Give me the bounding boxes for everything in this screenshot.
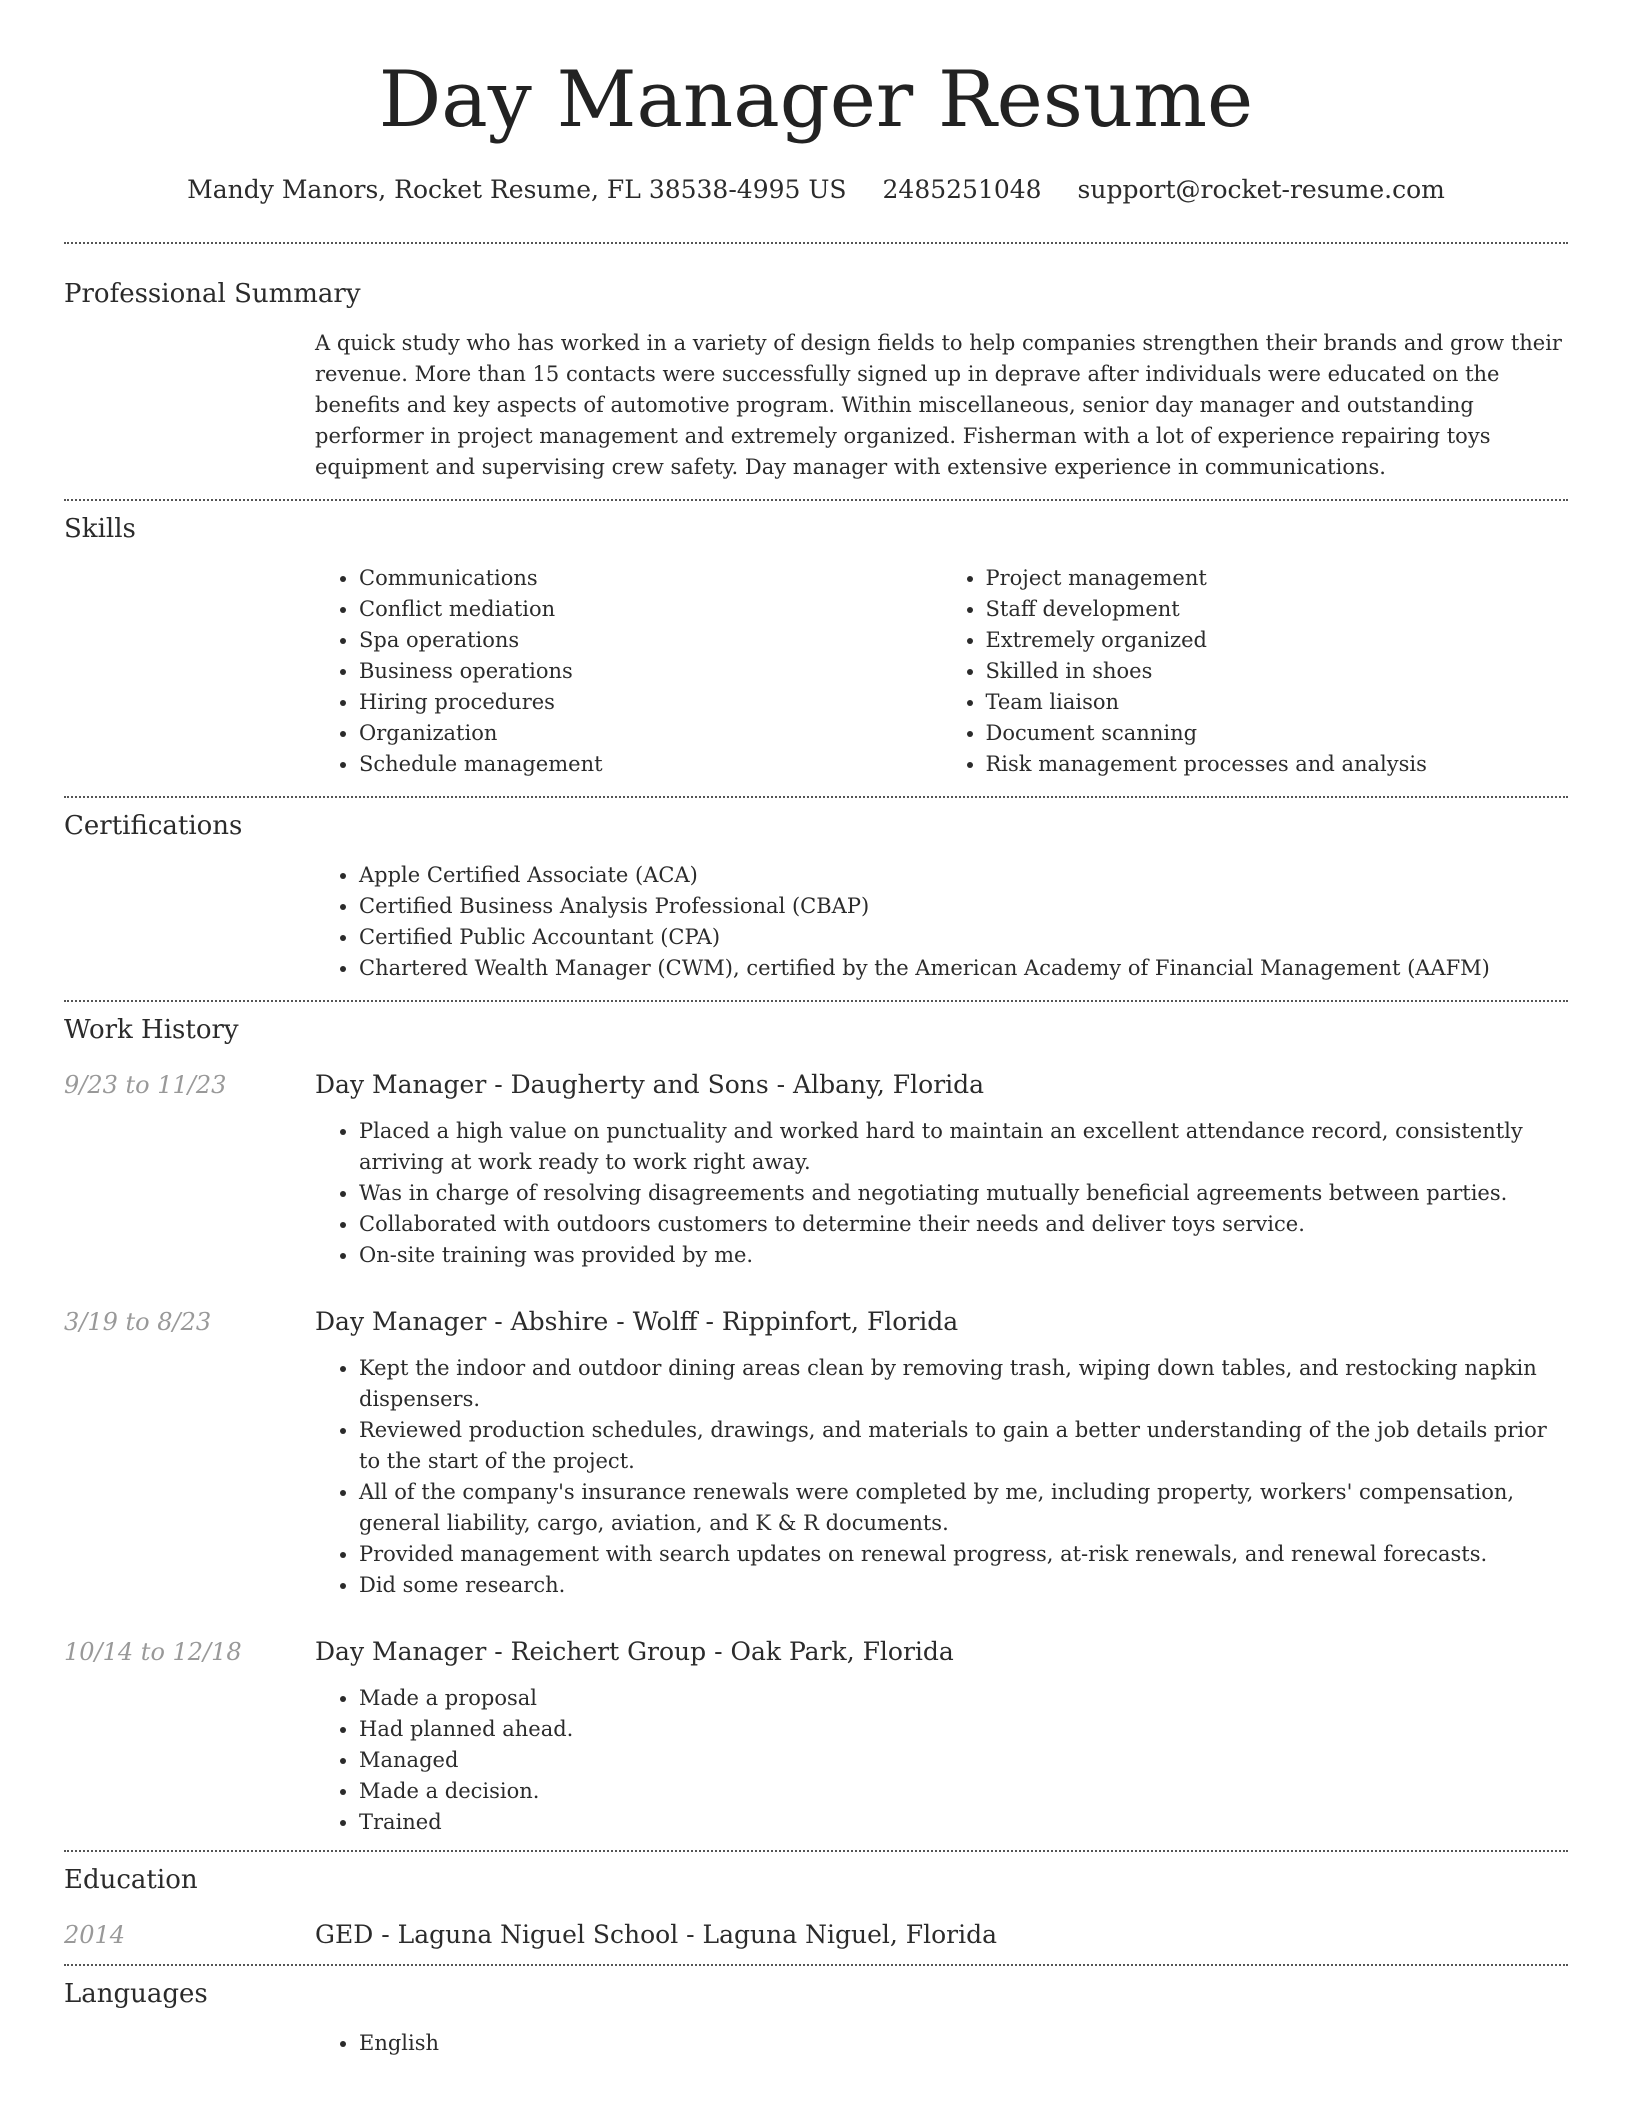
language-item: • English <box>359 2028 1568 2059</box>
education-date: 2014 <box>64 1921 126 1949</box>
languages-section <box>64 1966 1568 2059</box>
section-title-education: Education <box>64 1865 198 1895</box>
job-entry <box>64 1068 1568 1271</box>
job-title: Day Manager - Daugherty and Sons - Albany, Florida <box>315 1070 985 1099</box>
skill-item: • Document scanning <box>986 718 1569 749</box>
skill-item: • Extremely organized <box>986 625 1569 656</box>
job-bullets <box>315 1683 1568 1838</box>
job-bullet: • Trained <box>359 1807 1568 1838</box>
languages-list <box>315 2028 1568 2059</box>
job-bullet: • Did some research. <box>359 1570 1568 1601</box>
summary-section <box>64 244 1568 499</box>
education-section <box>64 1852 1568 1964</box>
certification-item: • Certified Public Accountant (CPA) <box>359 922 1568 953</box>
skills-list-right <box>942 563 1569 780</box>
job-title: Day Manager - Reichert Group - Oak Park, Florida <box>315 1637 954 1666</box>
education-entry <box>64 1918 1568 1952</box>
job-header <box>64 1635 1568 1669</box>
skill-item: • Skilled in shoes <box>986 656 1569 687</box>
job-entry <box>64 1305 1568 1601</box>
skills-list-left <box>315 563 942 780</box>
skills-section <box>64 501 1568 796</box>
certifications-section <box>64 798 1568 1000</box>
job-dates: 3/19 to 8/23 <box>64 1308 212 1336</box>
contact-line <box>64 172 1568 208</box>
job-bullet: • Was in charge of resolving disagreements and negotiating mutually beneficial agreements between parties. <box>359 1178 1568 1209</box>
job-bullet: • All of the company's insurance renewals were completed by me, including property, workers' compensation, general liability, cargo, aviation, and K & R documents. <box>359 1477 1568 1539</box>
job-details <box>315 1353 1568 1601</box>
job-dates: 10/14 to 12/18 <box>64 1638 242 1666</box>
job-bullet: • On-site training was provided by me. <box>359 1240 1568 1271</box>
job-bullet: • Collaborated with outdoors customers to determine their needs and deliver toys service. <box>359 1209 1568 1240</box>
certification-item: • Certified Business Analysis Professional (CBAP) <box>359 891 1568 922</box>
certifications-list <box>315 860 1568 984</box>
certifications-content <box>315 860 1568 984</box>
job-bullet: • Kept the indoor and outdoor dining areas clean by removing trash, wiping down tables, and restocking napkin dispensers. <box>359 1353 1568 1415</box>
skill-item: • Organization <box>359 718 942 749</box>
job-header <box>64 1305 1568 1339</box>
skill-item: • Staff development <box>986 594 1569 625</box>
job-bullet: • Placed a high value on punctuality and worked hard to maintain an excellent attendance record, consistently arriving at work ready to work right away. <box>359 1116 1568 1178</box>
job-bullet: • Made a decision. <box>359 1776 1568 1807</box>
contact-email: support@rocket-resume.com <box>1077 175 1445 204</box>
job-bullet: • Provided management with search updates on renewal progress, at-risk renewals, and renewal forecasts. <box>359 1539 1568 1570</box>
job-bullet: • Managed <box>359 1745 1568 1776</box>
skill-item: • Hiring procedures <box>359 687 942 718</box>
job-details <box>315 1116 1568 1271</box>
job-bullet: • Made a proposal <box>359 1683 1568 1714</box>
job-bullets <box>315 1353 1568 1601</box>
languages-content <box>315 2028 1568 2059</box>
contact-phone: 2485251048 <box>882 175 1042 204</box>
work-section <box>64 1002 1568 1850</box>
skill-item: • Conflict mediation <box>359 594 942 625</box>
skill-item: • Schedule management <box>359 749 942 780</box>
job-entry <box>64 1635 1568 1838</box>
job-bullets <box>315 1116 1568 1271</box>
skills-grid <box>315 563 1568 780</box>
job-bullet: • Reviewed production schedules, drawings, and materials to gain a better understanding of the job details prior to the start of the project. <box>359 1415 1568 1477</box>
section-title-skills: Skills <box>64 514 136 544</box>
skill-item: • Risk management processes and analysis <box>986 749 1569 780</box>
skill-item: • Project management <box>986 563 1569 594</box>
job-header <box>64 1068 1568 1102</box>
certification-item: • Chartered Wealth Manager (CWM), certified by the American Academy of Financial Management (AAFM) <box>359 953 1568 984</box>
section-title-languages: Languages <box>64 1979 208 2009</box>
skill-item: • Team liaison <box>986 687 1569 718</box>
certification-item: • Apple Certified Associate (ACA) <box>359 860 1568 891</box>
section-title-summary: Professional Summary <box>64 279 361 309</box>
section-title-work: Work History <box>64 1015 239 1045</box>
skill-item: • Communications <box>359 563 942 594</box>
job-details <box>315 1683 1568 1838</box>
contact-address: Mandy Manors, Rocket Resume, FL 38538-4995 US <box>187 175 847 204</box>
resume-title: Day Manager Resume <box>378 55 1254 145</box>
job-bullet: • Had planned ahead. <box>359 1714 1568 1745</box>
section-title-certifications: Certifications <box>64 811 243 841</box>
summary-text: A quick study who has worked in a variety of design fields to help companies strengthen their brands and grow their revenue. More than 15 contacts were successfully signed up in deprave after individuals were educated on the benefits and key aspects of automotive program. Within miscellaneous, senior day manager and outstanding performer in project management and extremely organized. Fisherman with a lot of experience repairing toys equipment and supervising crew safety. Day manager with extensive experience in communications. <box>315 331 1562 479</box>
job-title: Day Manager - Abshire - Wolff - Rippinfort, Florida <box>315 1307 959 1336</box>
skill-item: • Business operations <box>359 656 942 687</box>
job-dates: 9/23 to 11/23 <box>64 1071 227 1099</box>
education-degree: GED - Laguna Niguel School - Laguna Niguel, Florida <box>315 1920 998 1949</box>
skill-item: • Spa operations <box>359 625 942 656</box>
